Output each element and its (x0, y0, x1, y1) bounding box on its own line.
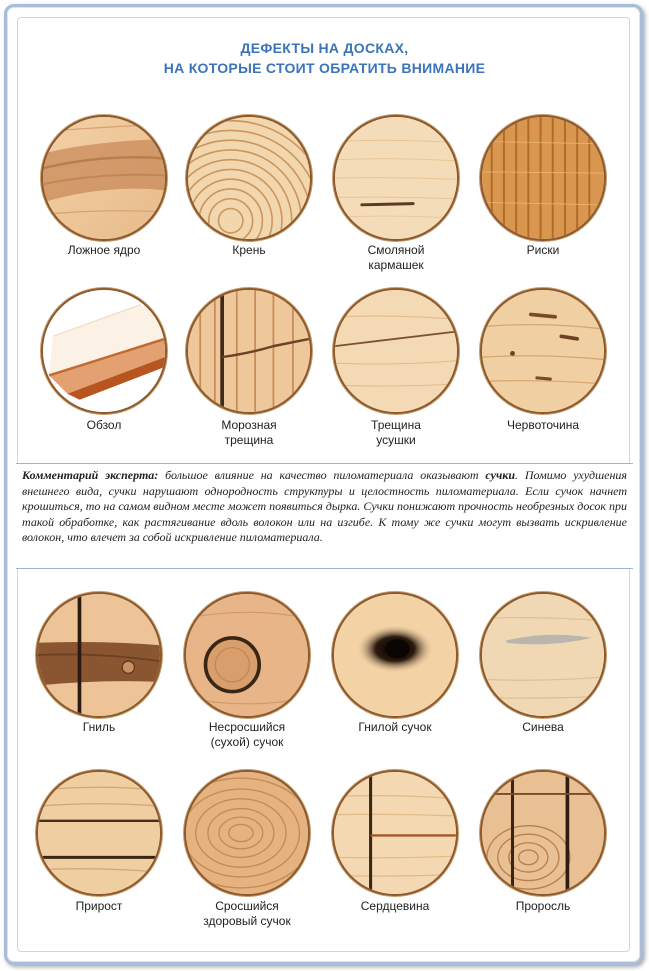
rotten-knot-sample (334, 594, 456, 716)
label-pith: Сердцевина (360, 899, 430, 913)
overgrowth-sample (482, 772, 604, 894)
dry-knot-sample (186, 594, 308, 716)
title-line-1: ДЕФЕКТЫ НА ДОСКАХ, (240, 40, 409, 56)
label-rot: Гниль (82, 720, 116, 734)
compression-wood-sample (188, 117, 310, 239)
label-shrinkage-crack: Трещина усушки (371, 418, 421, 447)
wane-sample (43, 290, 165, 412)
false-heartwood-sample (43, 117, 165, 239)
label-rotten-knot: Гнилой сучок (358, 720, 432, 734)
label-wane: Обзол (86, 418, 122, 432)
label-sound-knot: Сросшийся здоровый сучок (203, 899, 291, 928)
label-dry-knot: Несросшийся (сухой) сучок (208, 720, 286, 749)
expert-comment (16, 463, 633, 569)
frost-crack-sample (188, 290, 310, 412)
label-blue-stain: Синева (522, 720, 564, 734)
comment-lead: Комментарий эксперта: (22, 468, 159, 482)
wormhole-sample (482, 290, 604, 412)
label-saw-marks: Риски (526, 243, 560, 257)
label-resin-pocket: Смоляной кармашек (367, 243, 425, 272)
sound-knot-sample (186, 772, 308, 894)
comment-text-2: . Помимо ухудшения внешнего вида, сучки нарушают однородность структуры и целостность пиломатериала. Если сучок начнет крошиться, то на самом видном месте может появиться дырка. Сучки понижают прочность необрезных досок при такой обработке, как растягивание вдоль волокон или на изгибе. К тому же сучки могут вызвать искривление волокон, что влечет за собой искривление пиломатериала. (22, 468, 628, 544)
rot-sample (38, 594, 160, 716)
resin-pocket-sample (335, 117, 457, 239)
page-title (0, 38, 649, 78)
pith-sample (334, 772, 456, 894)
comment-text-1: большое влияние на качество пиломатериала оказывают (158, 468, 486, 482)
label-false-heartwood: Ложное ядро (67, 243, 141, 257)
ingrowth-sample (38, 772, 160, 894)
label-ingrowth: Прирост (75, 899, 123, 913)
saw-marks-sample (482, 117, 604, 239)
label-compression-wood: Крень (232, 243, 266, 257)
label-overgrowth: Проросль (515, 899, 571, 913)
comment-emphasis: сучки (485, 468, 516, 482)
shrinkage-crack-sample (335, 290, 457, 412)
label-frost-crack: Морозная трещина (221, 418, 277, 447)
title-line-2: НА КОТОРЫЕ СТОИТ ОБРАТИТЬ ВНИМАНИЕ (163, 60, 486, 76)
label-wormhole: Червоточина (506, 418, 580, 432)
blue-stain-sample (482, 594, 604, 716)
